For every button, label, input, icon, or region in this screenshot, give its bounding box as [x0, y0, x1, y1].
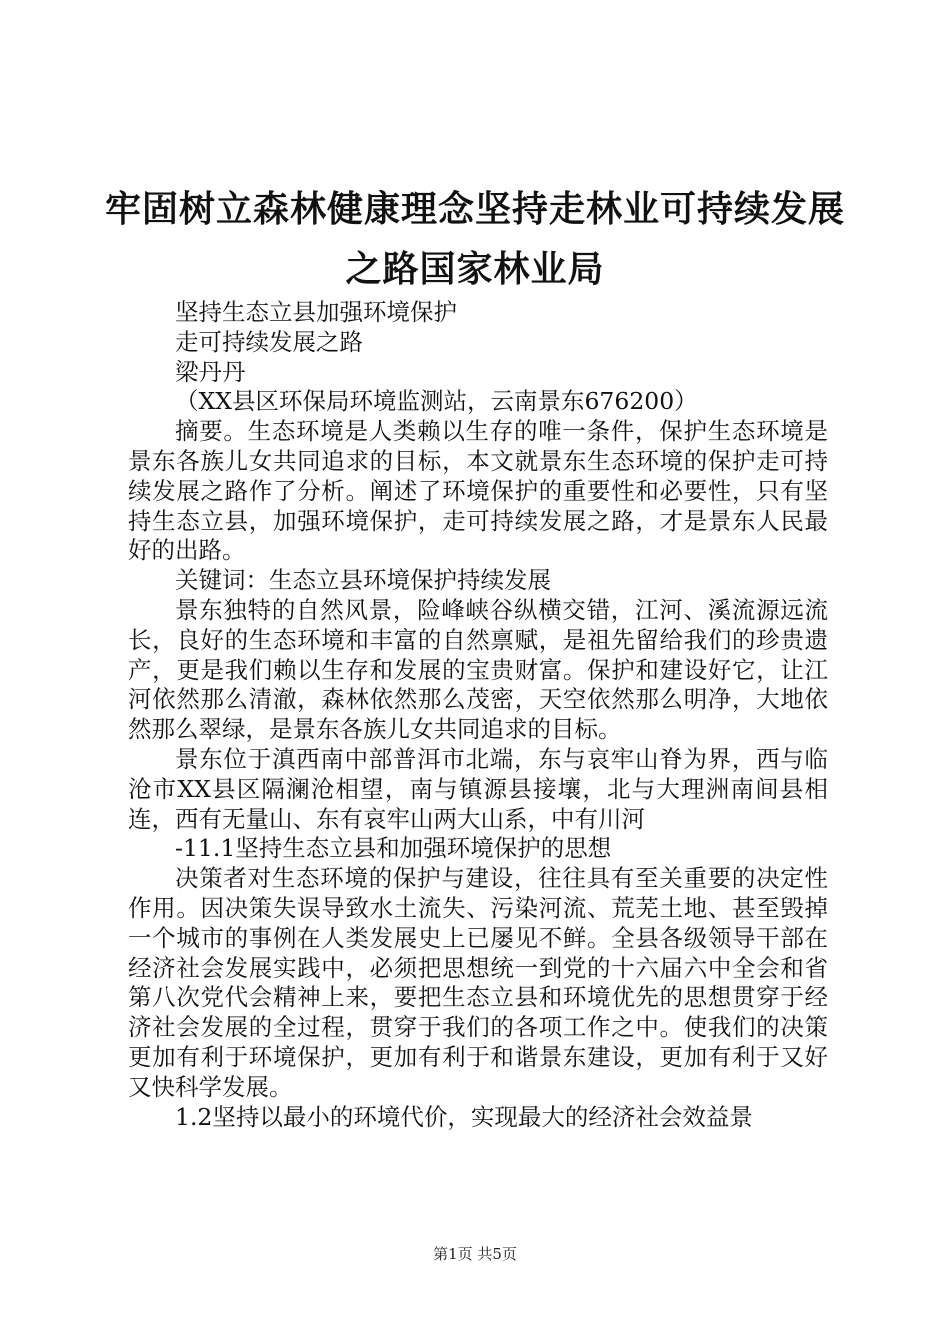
subtitle-line-1: 坚持生态立县加强环境保护 — [175, 298, 457, 326]
author-affiliation: （XX县区环保局环境监测站，云南景东676200） — [175, 387, 698, 416]
author-name: 梁丹丹 — [175, 357, 246, 386]
keywords-line: 关键词：生态立县环境保护持续发展 — [175, 566, 551, 595]
page-number-footer: 第1页 共5页 — [433, 1245, 517, 1263]
document-title-line-2: 之路国家林业局 — [345, 249, 605, 290]
body-paragraph: 景东独特的自然风景，险峰峡谷纵横交错，江河、溪流源远流长，良好的生态环境和丰富的自然禀赋，是祖先留给我们的珍贵遗产，更是我们赖以生存和发展的宝贵财富。保护和建设好它，让江河依然那么清澈，森林依然那么茂密，天空依然那么明净，大地依然那么翠绿，是景东各族儿女共同追求的目标。 — [128, 595, 828, 744]
document-title-line-1: 牢固树立森林健康理念坚持走林业可持续发展 — [104, 189, 845, 230]
section-heading: -11.1坚持生态立县和加强环境保护的思想 — [175, 834, 612, 863]
body-paragraph: 景东位于滇西南中部普洱市北端，东与哀牢山脊为界，西与临沧市XX县区隔澜沧相望，南与镇源县接壤，北与大理洲南间县相连，西有无量山、东有哀牢山两大山系，中有川河 — [128, 744, 828, 833]
subtitle-line-2: 走可持续发展之路 — [175, 327, 363, 356]
document-body — [128, 298, 828, 1132]
body-paragraph: 1.2坚持以最小的环境代价，实现最大的经济社会效益景 — [175, 1102, 753, 1131]
body-paragraph: 决策者对生态环境的保护与建设，往往具有至关重要的决定性作用。因决策失误导致水土流失、污染河流、荒芜土地、甚至毁掉一个城市的事例在人类发展史上已屡见不鲜。全县各级领导干部在经济社会发展实践中，必须把思想统一到党的十六届六中全会和省第八次党代会精神上来，要把生态立县和环境优先的思想贯穿于经济社会发展的全过程，贯穿于我们的各项工作之中。使我们的决策更加有利于环境保护，更加有利于和谐景东建设，更加有利于又好又快科学发展。 — [128, 864, 828, 1101]
abstract-paragraph: 摘要。生态环境是人类赖以生存的唯一条件，保护生态环境是景东各族儿女共同追求的目标，本文就景东生态环境的保护走可持续发展之路作了分析。阐述了环境保护的重要性和必要性，只有坚持生态立县，加强环境保护，走可持续发展之路，才是景东人民最好的出路。 — [128, 417, 828, 565]
